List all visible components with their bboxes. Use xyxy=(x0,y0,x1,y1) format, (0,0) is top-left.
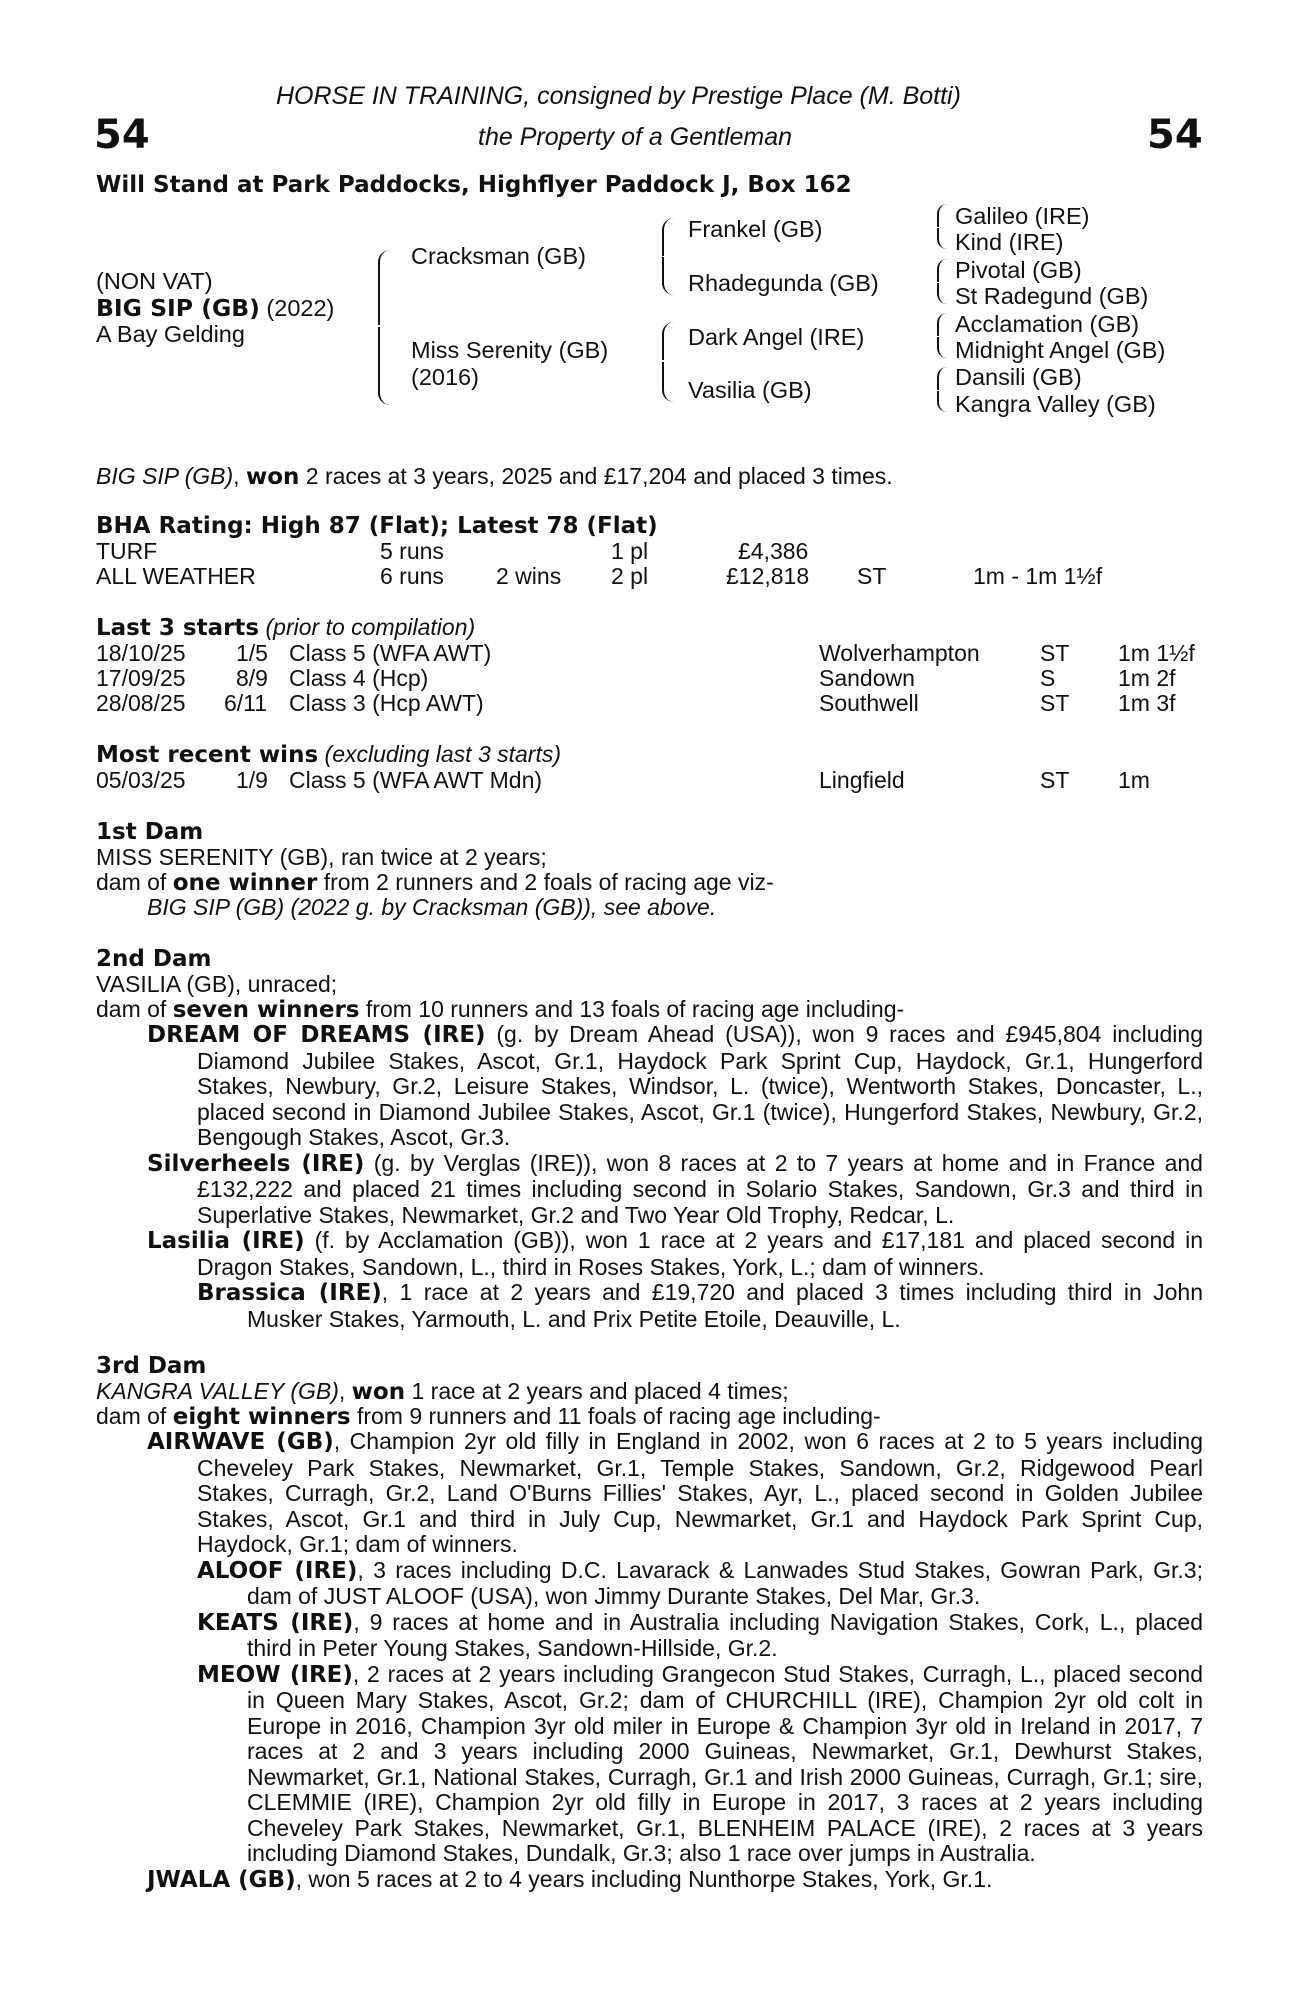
first-dam-line2 xyxy=(96,870,774,897)
brace-ds-top xyxy=(937,313,947,336)
stand-location: Will Stand at Park Paddocks, Highflyer Paddock J, Box 162 xyxy=(96,172,852,198)
third-dam-name: KANGRA VALLEY (GB) xyxy=(96,1378,339,1404)
dam-sire-sire: Acclamation (GB) xyxy=(955,311,1140,337)
last-starts-title xyxy=(96,614,475,641)
progeny-record: (f. by Acclamation (GB)), won 1 race at 2 years and £17,181 and placed second in Dragon Stakes, Sandown, L., third in Roses Stakes, York, L.; dam of winners. xyxy=(197,1227,1203,1280)
first-dam-progeny: BIG SIP (GB) (2022 g. by Cracksman (GB)), see above. xyxy=(147,894,717,920)
horse-name-line xyxy=(96,294,334,322)
rating-distance: 1m - 1m 1½f xyxy=(973,563,1103,589)
brace-dd-top xyxy=(937,367,947,390)
vat-status: (NON VAT) xyxy=(96,268,213,294)
start-class: Class 3 (Hcp AWT) xyxy=(289,690,484,716)
progeny-entry xyxy=(147,1867,1203,1894)
won-label: won xyxy=(351,1379,406,1405)
progeny-name: ALOOF (IRE) xyxy=(197,1557,358,1584)
third-dam-line2 xyxy=(96,1404,881,1431)
progeny-name: KEATS (IRE) xyxy=(197,1609,354,1636)
second-dam-title: 2nd Dam xyxy=(96,946,212,972)
recent-wins-title xyxy=(96,741,561,768)
second-dam-line2 xyxy=(96,997,904,1024)
progeny-name: JWALA (GB) xyxy=(147,1866,296,1893)
third-dam-title: 3rd Dam xyxy=(96,1353,207,1379)
rating-placed: 2 pl xyxy=(611,563,649,589)
first-dam-title: 1st Dam xyxy=(96,819,204,845)
start-distance: 1m 1½f xyxy=(1118,640,1195,666)
bha-rating-title: BHA Rating: High 87 (Flat); Latest 78 (Flat) xyxy=(96,513,658,539)
start-distance: 1m 3f xyxy=(1118,690,1176,716)
brace-sd-bottom xyxy=(937,283,947,304)
second-dam-progeny xyxy=(147,1022,1203,1332)
brace-sd-top xyxy=(937,259,947,282)
third-dam-progeny xyxy=(147,1429,1203,1893)
progeny-sub-entry xyxy=(197,1662,1203,1867)
rating-runs: 6 runs xyxy=(380,563,444,589)
dam-year: (2016) xyxy=(411,364,479,390)
progeny-name: Brassica (IRE) xyxy=(197,1280,382,1306)
dam-dam-dam: Kangra Valley (GB) xyxy=(955,391,1156,417)
sire-dam: Rhadegunda (GB) xyxy=(688,270,879,296)
summary-text: 2 races at 3 years, 2025 and £17,204 and placed 3 times. xyxy=(299,463,893,489)
start-class: Class 4 (Hcp) xyxy=(289,665,429,691)
start-going: ST xyxy=(1040,640,1070,666)
progeny-entry xyxy=(147,1228,1203,1280)
progeny-sub-entry xyxy=(197,1610,1203,1662)
dam: Miss Serenity (GB) xyxy=(411,337,609,363)
start-class: Class 5 (WFA AWT) xyxy=(289,640,492,666)
brace-sire-top xyxy=(662,218,674,256)
win-distance: 1m xyxy=(1118,767,1150,793)
progeny-name: DREAM OF DREAMS (IRE) xyxy=(147,1022,486,1048)
brace-main-bottom xyxy=(378,327,392,405)
start-going: ST xyxy=(1040,690,1070,716)
start-date: 18/10/25 xyxy=(96,640,186,666)
start-going: S xyxy=(1040,665,1056,691)
progeny-record: , won 5 races at 2 to 4 years including Nunthorpe Stakes, York, Gr.1. xyxy=(295,1865,993,1892)
progeny-entry xyxy=(147,1429,1203,1558)
brace-main-top xyxy=(378,250,392,325)
start-course: Sandown xyxy=(819,665,915,691)
progeny-name: MEOW (IRE) xyxy=(197,1661,353,1688)
start-position: 8/9 xyxy=(236,665,268,691)
sire-sire: Frankel (GB) xyxy=(688,216,823,242)
rating-surface: ALL WEATHER xyxy=(96,563,256,589)
progeny-sub-entry xyxy=(197,1558,1203,1610)
start-position: 6/11 xyxy=(224,690,268,716)
rating-wins: 2 wins xyxy=(496,563,562,589)
progeny-sub-entry xyxy=(197,1280,1203,1332)
progeny-name: Silverheels (IRE) xyxy=(147,1150,365,1177)
sire-sire-dam: Kind (IRE) xyxy=(955,229,1064,255)
text: dam of xyxy=(96,869,173,895)
sire-dam-sire: Pivotal (GB) xyxy=(955,257,1082,283)
text: from 2 runners and 2 foals of racing age viz- xyxy=(317,869,774,895)
progeny-record: , 1 race at 2 years and £19,720 and placed 3 times including third in John Musker Stakes, Yarmouth, L. and Prix Petite Etoile, Deauville, L. xyxy=(247,1279,1204,1332)
summary-won: won xyxy=(245,464,300,490)
third-dam-line1 xyxy=(96,1379,789,1406)
brace-sire-bottom xyxy=(662,257,674,295)
start-date: 17/09/25 xyxy=(96,665,186,691)
progeny-record: (g. by Verglas (IRE)), won 8 races at 2 to 7 years at home and in France and £132,222 and placed 21 times including second in Solario Stakes, Sandown, Gr.3 and third in Superlative Stakes, Newmarket, Gr.2 and Two Year Old Trophy, Redcar, L. xyxy=(197,1149,1203,1228)
sire: Cracksman (GB) xyxy=(411,243,586,269)
winners-count: eight winners xyxy=(172,1404,351,1430)
progeny-record: , Champion 2yr old filly in England in 2002, won 6 races at 2 to 5 years including Cheveley Park Stakes, Newmarket, Gr.1, Temple Stakes, Sandown, Gr.2, Ridgewood Pearl Stakes, Curragh, Gr.2, Land O'Burns Fillies' Stakes, Ayr, L., placed second in Golden Jubilee Stakes, Ascot, Gr.1 and third in July Cup, Newmarket, Gr.1 and Haydock Park Sprint Cup, Haydock, Gr.1; dam of winners. xyxy=(197,1428,1203,1557)
consignor-line: HORSE IN TRAINING, consigned by Prestige Place (M. Botti) xyxy=(276,82,961,110)
last-starts-note: (prior to compilation) xyxy=(259,614,476,640)
text: from 9 runners and 11 foals of racing age including- xyxy=(350,1403,881,1429)
brace-ss-top xyxy=(937,204,947,227)
win-going: ST xyxy=(1040,767,1070,793)
rating-prize: £4,386 xyxy=(738,538,809,564)
start-course: Southwell xyxy=(819,690,919,716)
lot-number-right: 54 xyxy=(1147,112,1203,158)
summary-horse-name: BIG SIP (GB) xyxy=(96,463,234,489)
start-position: 1/5 xyxy=(236,640,268,666)
win-class: Class 5 (WFA AWT Mdn) xyxy=(289,767,543,793)
dam-dam-sire: Dansili (GB) xyxy=(955,364,1082,390)
dam-dam: Vasilia (GB) xyxy=(688,377,812,403)
brace-ds-bottom xyxy=(937,337,947,358)
start-course: Wolverhampton xyxy=(819,640,980,666)
lot-number-left: 54 xyxy=(94,112,150,158)
first-dam-line1: MISS SERENITY (GB), ran twice at 2 years; xyxy=(96,844,547,870)
second-dam-line1: VASILIA (GB), unraced; xyxy=(96,971,338,997)
dam-sire-dam: Midnight Angel (GB) xyxy=(955,337,1166,363)
brace-ss-bottom xyxy=(937,228,947,249)
start-distance: 1m 2f xyxy=(1118,665,1176,691)
text: , xyxy=(338,1378,352,1404)
progeny-record: (g. by Dream Ahead (USA)), won 9 races and £945,804 including Diamond Jubilee Stakes, Ascot, Gr.1, Haydock Park Sprint Cup, Haydock, Gr.1, Hungerford Stakes, Newbury, Gr.2, Leisure Stakes, Windsor, L. (twice), Wentworth Stakes, Doncaster, L., placed second in Diamond Jubilee Stakes, Ascot, Gr.1 (twice), Hungerford Stakes, Newbury, Gr.2, Bengough Stakes, Ascot, Gr.3. xyxy=(197,1021,1203,1150)
horse-description: A Bay Gelding xyxy=(96,321,245,347)
progeny-entry xyxy=(147,1022,1203,1151)
sire-sire-sire: Galileo (IRE) xyxy=(955,203,1090,229)
text: 1 race at 2 years and placed 4 times; xyxy=(405,1378,789,1404)
last-starts-heading: Last 3 starts xyxy=(96,615,260,641)
rating-going: ST xyxy=(857,563,887,589)
winners-count: one winner xyxy=(172,870,318,896)
win-course: Lingfield xyxy=(819,767,905,793)
brace-dam-bottom xyxy=(662,362,674,402)
progeny-entry xyxy=(147,1151,1203,1229)
winners-count: seven winners xyxy=(172,997,360,1023)
progeny-name: AIRWAVE (GB) xyxy=(147,1429,334,1455)
horse-name: BIG SIP (GB) xyxy=(96,294,260,322)
progeny-record: , 9 races at home and in Australia including Navigation Stakes, Cork, L., placed third in Peter Young Stakes, Sandown-Hillside, Gr.2. xyxy=(247,1608,1203,1661)
progeny-record: , 3 races including D.C. Lavarack & Lanwades Stud Stakes, Gowran Park, Gr.3; dam of JUST ALOOF (USA), won Jimmy Durante Stakes, Del Mar, Gr.3. xyxy=(247,1556,1203,1609)
rating-runs: 5 runs xyxy=(380,538,444,564)
recent-wins-note: (excluding last 3 starts) xyxy=(318,741,562,767)
text: dam of xyxy=(96,996,173,1022)
rating-surface: TURF xyxy=(96,538,158,564)
rating-prize: £12,818 xyxy=(726,563,810,589)
start-date: 28/08/25 xyxy=(96,690,186,716)
dam-sire: Dark Angel (IRE) xyxy=(688,324,865,350)
brace-dam-top xyxy=(662,322,674,360)
recent-wins-heading: Most recent wins xyxy=(96,742,319,768)
win-date: 05/03/25 xyxy=(96,767,186,793)
progeny-name: Lasilia (IRE) xyxy=(147,1228,305,1254)
brace-dd-bottom xyxy=(937,391,947,412)
text: dam of xyxy=(96,1403,173,1429)
race-summary: BIG SIP (GB), won 2 races at 3 years, 2025 and £17,204 and placed 3 times. xyxy=(96,463,893,490)
text: from 10 runners and 13 foals of racing age including- xyxy=(359,996,905,1022)
rating-placed: 1 pl xyxy=(611,538,649,564)
sire-dam-dam: St Radegund (GB) xyxy=(955,283,1149,309)
progeny-record: , 2 races at 2 years including Grangecon Stud Stakes, Curragh, L., placed second in Queen Mary Stakes, Ascot, Gr.2; dam of CHURCHILL (IRE), Champion 2yr old colt in Europe in 2016, Champion 3yr old miler in Europe & Champion 3yr old in Ireland in 2017, 7 races at 2 and 3 years including 2000 Guineas, Newmarket, Gr.1, Dewhurst Stakes, Newmarket, Gr.1, National Stakes, Curragh, Gr.1 and Irish 2000 Guineas, Curragh, Gr.1; sire, CLEMMIE (IRE), Champion 2yr old filly in Europe in 2017, 3 races at 2 years including Cheveley Park Stakes, Newmarket, Gr.1, BLENHEIM PALACE (IRE), 2 races at 3 years including Diamond Stakes, Dundalk, Gr.3; also 1 race over jumps in Australia. xyxy=(247,1660,1204,1866)
property-line: the Property of a Gentleman xyxy=(478,123,793,151)
win-position: 1/9 xyxy=(236,767,268,793)
horse-year: (2022) xyxy=(259,295,335,321)
